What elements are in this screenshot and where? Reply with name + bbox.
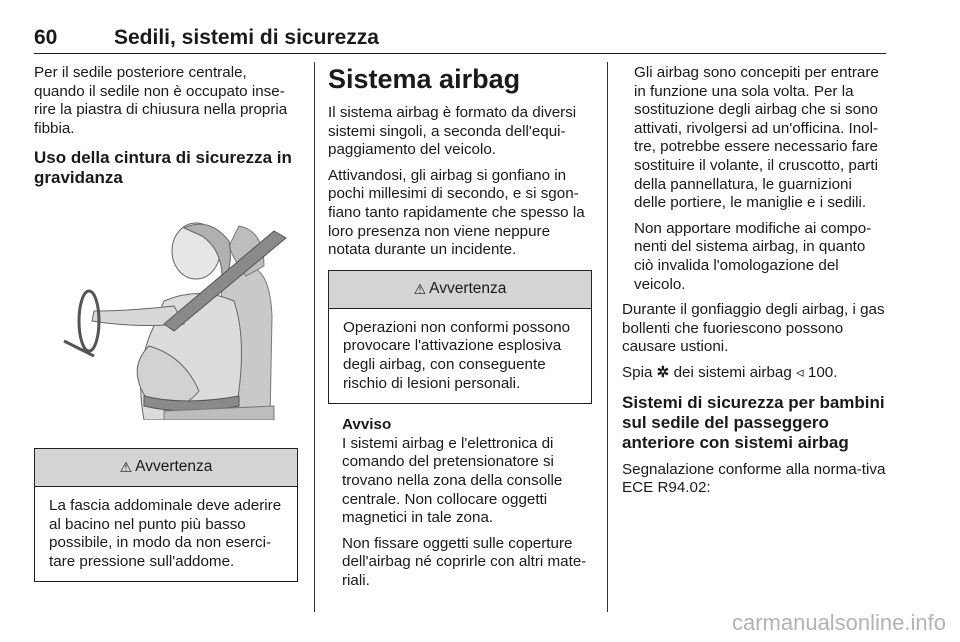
warning-box bbox=[328, 270, 592, 404]
paragraph: Per il sedile posteriore centrale, quando il sedile non è occupato inse-rire la piastra di chiusura nella propria fibbia. bbox=[34, 64, 288, 137]
watermark: carmanualsonline.info bbox=[731, 610, 946, 635]
paragraph-airbag-warning-light bbox=[622, 364, 886, 383]
warning-title: Avvertenza bbox=[429, 279, 507, 297]
warning-header bbox=[35, 449, 297, 487]
page-header bbox=[34, 24, 886, 54]
page-number: 60 bbox=[34, 26, 58, 49]
paragraph: Gli airbag sono concepiti per entrare in funzione una sola volta. Per la sostituzione degli airbag che si sono attivati, rivolgersi ad un'officina. Inol-tre, potrebbe essere necessario fare sostituire il volante, il cruscotto, parti della pannellatura, le guarnizioni delle portiere, le maniglie e i sedili. bbox=[634, 64, 879, 212]
section-heading: Sistemi di sicurezza per bambini sul sedile del passeggero anteriore con sistemi airbag bbox=[622, 392, 885, 452]
warning-title: Avvertenza bbox=[135, 458, 213, 476]
warning-header bbox=[329, 271, 591, 309]
paragraph: Segnalazione conforme alla norma-tiva ECE R94.02: bbox=[622, 460, 886, 497]
notice-block bbox=[328, 416, 592, 590]
paragraph: Non apportare modifiche ai compo-nenti del sistema airbag, in quanto ciò invalida l'omologazione del veicolo. bbox=[634, 219, 872, 293]
text-span: dei sistemi airbag bbox=[673, 363, 792, 381]
warning-triangle-icon: ⚠ bbox=[413, 280, 427, 297]
paragraph: Durante il gonfiaggio degli airbag, i gas bollenti che fuoriescono possono causare ustioni. bbox=[622, 301, 885, 356]
pregnant-seatbelt-illustration bbox=[34, 206, 298, 420]
section-heading: Uso della cintura di sicurezza in gravidanza bbox=[34, 148, 292, 188]
warning-triangle-icon: ⚠ bbox=[119, 459, 133, 476]
airbag-warning-icon: ✲ bbox=[656, 363, 670, 381]
warning-text: La fascia addominale deve aderire al bacino nel punto più basso possibile, in modo da non eserci-tare pressione sull'addome. bbox=[49, 496, 282, 570]
column-divider bbox=[607, 62, 608, 612]
paragraph: Attivandosi, gli airbag si gonfiano in pochi millesimi di secondo, e si sgon-fiano tanto rapidamente che spesso la loro presenza non viene neppure notata durante un incidente. bbox=[328, 166, 585, 259]
column-2 bbox=[328, 64, 592, 597]
column-1 bbox=[34, 64, 298, 594]
warning-box bbox=[34, 448, 298, 582]
column-3 bbox=[622, 64, 886, 505]
notice-title: Avviso bbox=[342, 416, 392, 434]
warning-text: Operazioni non conformi possono provocare l'attivazione esplosiva degli airbag, con conseguente rischio di lesioni personali. bbox=[343, 318, 571, 392]
page-reference-icon: ◃ bbox=[796, 363, 804, 381]
page-reference[interactable]: 100. bbox=[807, 363, 838, 381]
section-title: Sistema airbag bbox=[328, 64, 521, 94]
notice-text: I sistemi airbag e l'elettronica di comando del pretensionatore si trovano nella zona della consolle centrale. Non collocare oggetti magnetici in tale zona. bbox=[342, 434, 563, 527]
paragraph: Il sistema airbag è formato da diversi sistemi singoli, a seconda dell'equi-paggiamento del veicolo. bbox=[328, 104, 577, 159]
page-title: Sedili, sistemi di sicurezza bbox=[114, 26, 379, 49]
notice-text: Non fissare oggetti sulle coperture dell'airbag né coprirle con altri mate-riali. bbox=[342, 534, 587, 589]
text-span: Spia bbox=[622, 363, 653, 381]
column-divider bbox=[314, 62, 315, 612]
